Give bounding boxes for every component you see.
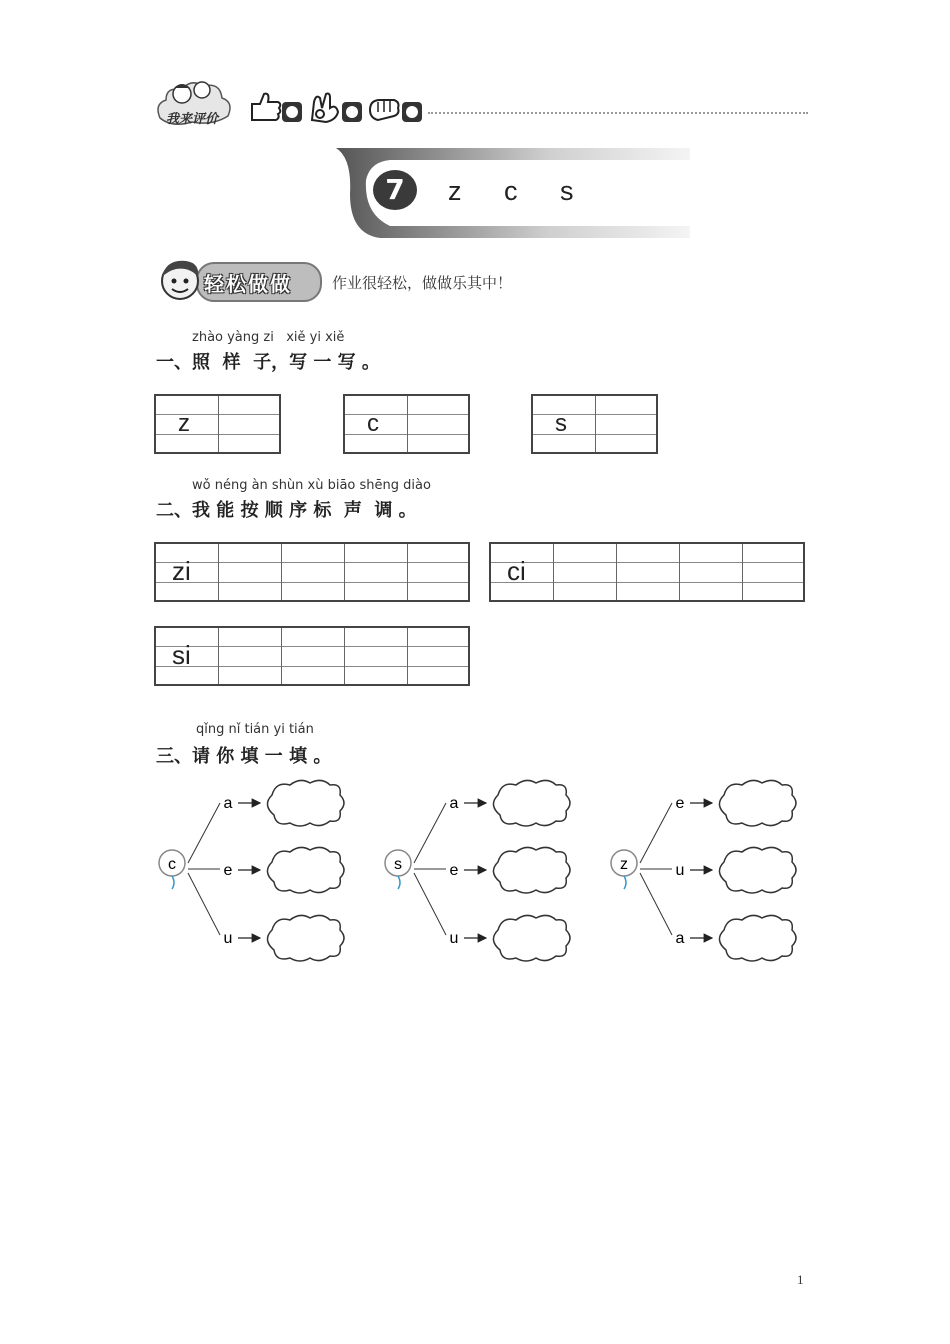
tone-grid-zi[interactable] [154, 542, 470, 602]
branch-line [640, 873, 672, 935]
ok-hand-icon [306, 90, 370, 126]
syllable-si: si [172, 640, 191, 670]
banner-letter-s: s [560, 176, 574, 206]
writing-grid-z[interactable] [154, 394, 281, 454]
syllable-group-c [159, 780, 344, 961]
answer-cloud[interactable] [719, 847, 796, 893]
easy-section-title: 轻松做做 [204, 272, 292, 296]
fist-icon [366, 90, 430, 126]
section1-pinyin: zhào yàng zi xiě yi xiě [192, 330, 345, 345]
lesson-number-badge: 7 [373, 170, 417, 210]
writing-grid-c[interactable] [343, 394, 470, 454]
example-letter-z: z [178, 410, 190, 437]
section2-title: 二、我 能 按 顺 序 标 声 调 。 [156, 500, 417, 521]
section2-pinyin: wǒ néng àn shùn xù biāo shēng diào [192, 478, 431, 493]
tone-grid-ci[interactable] [489, 542, 805, 602]
initial-z: z [620, 856, 628, 873]
syllable-group-z [611, 780, 796, 961]
answer-cloud[interactable] [267, 780, 344, 826]
syllable-group-s [385, 780, 570, 961]
boy-face-icon [156, 255, 204, 303]
final-a: a [223, 795, 233, 812]
initial-c: c [168, 856, 176, 873]
easy-section-slogan: 作业很轻松，做做乐其中！ [332, 274, 513, 292]
syllable-ci: ci [507, 556, 526, 586]
balloon-string [172, 876, 174, 889]
balloon-string [624, 876, 626, 889]
final-a: a [449, 795, 459, 812]
branch-line [188, 803, 220, 863]
final-e: e [223, 862, 233, 879]
final-e: e [449, 862, 459, 879]
branch-line [188, 873, 220, 935]
section3-pinyin: qǐng nǐ tián yi tián [196, 722, 314, 737]
eval-label: 我来评价 [166, 112, 219, 127]
tone-grid-si[interactable] [154, 626, 470, 686]
example-letter-s: s [555, 410, 567, 437]
branch-line [414, 803, 446, 863]
thumbs-up-icon [246, 90, 310, 126]
fill-in-diagram [150, 775, 830, 975]
answer-cloud[interactable] [493, 847, 570, 893]
answer-cloud[interactable] [719, 915, 796, 961]
balloon-string [398, 876, 400, 889]
banner-letter-z: z [448, 176, 462, 206]
answer-cloud[interactable] [493, 915, 570, 961]
branch-line [640, 803, 672, 863]
answer-cloud[interactable] [493, 780, 570, 826]
syllable-zi: zi [172, 556, 191, 586]
page-number: 1 [797, 1272, 804, 1287]
answer-cloud[interactable] [719, 780, 796, 826]
banner-letter-c: c [504, 176, 518, 206]
final-u: u [675, 862, 685, 879]
example-letter-c: c [367, 410, 379, 437]
answer-cloud[interactable] [267, 847, 344, 893]
header-divider [428, 112, 808, 114]
branch-line [414, 873, 446, 935]
initial-s: s [394, 856, 402, 873]
final-u: u [449, 930, 459, 947]
final-a: a [675, 930, 685, 947]
answer-cloud[interactable] [267, 915, 344, 961]
writing-grid-s[interactable] [531, 394, 658, 454]
section3-title: 三、请 你 填 一 填 。 [156, 746, 332, 767]
final-e: e [675, 795, 685, 812]
final-u: u [223, 930, 233, 947]
section1-title: 一、照 样 子，写 一 写 。 [156, 352, 380, 373]
